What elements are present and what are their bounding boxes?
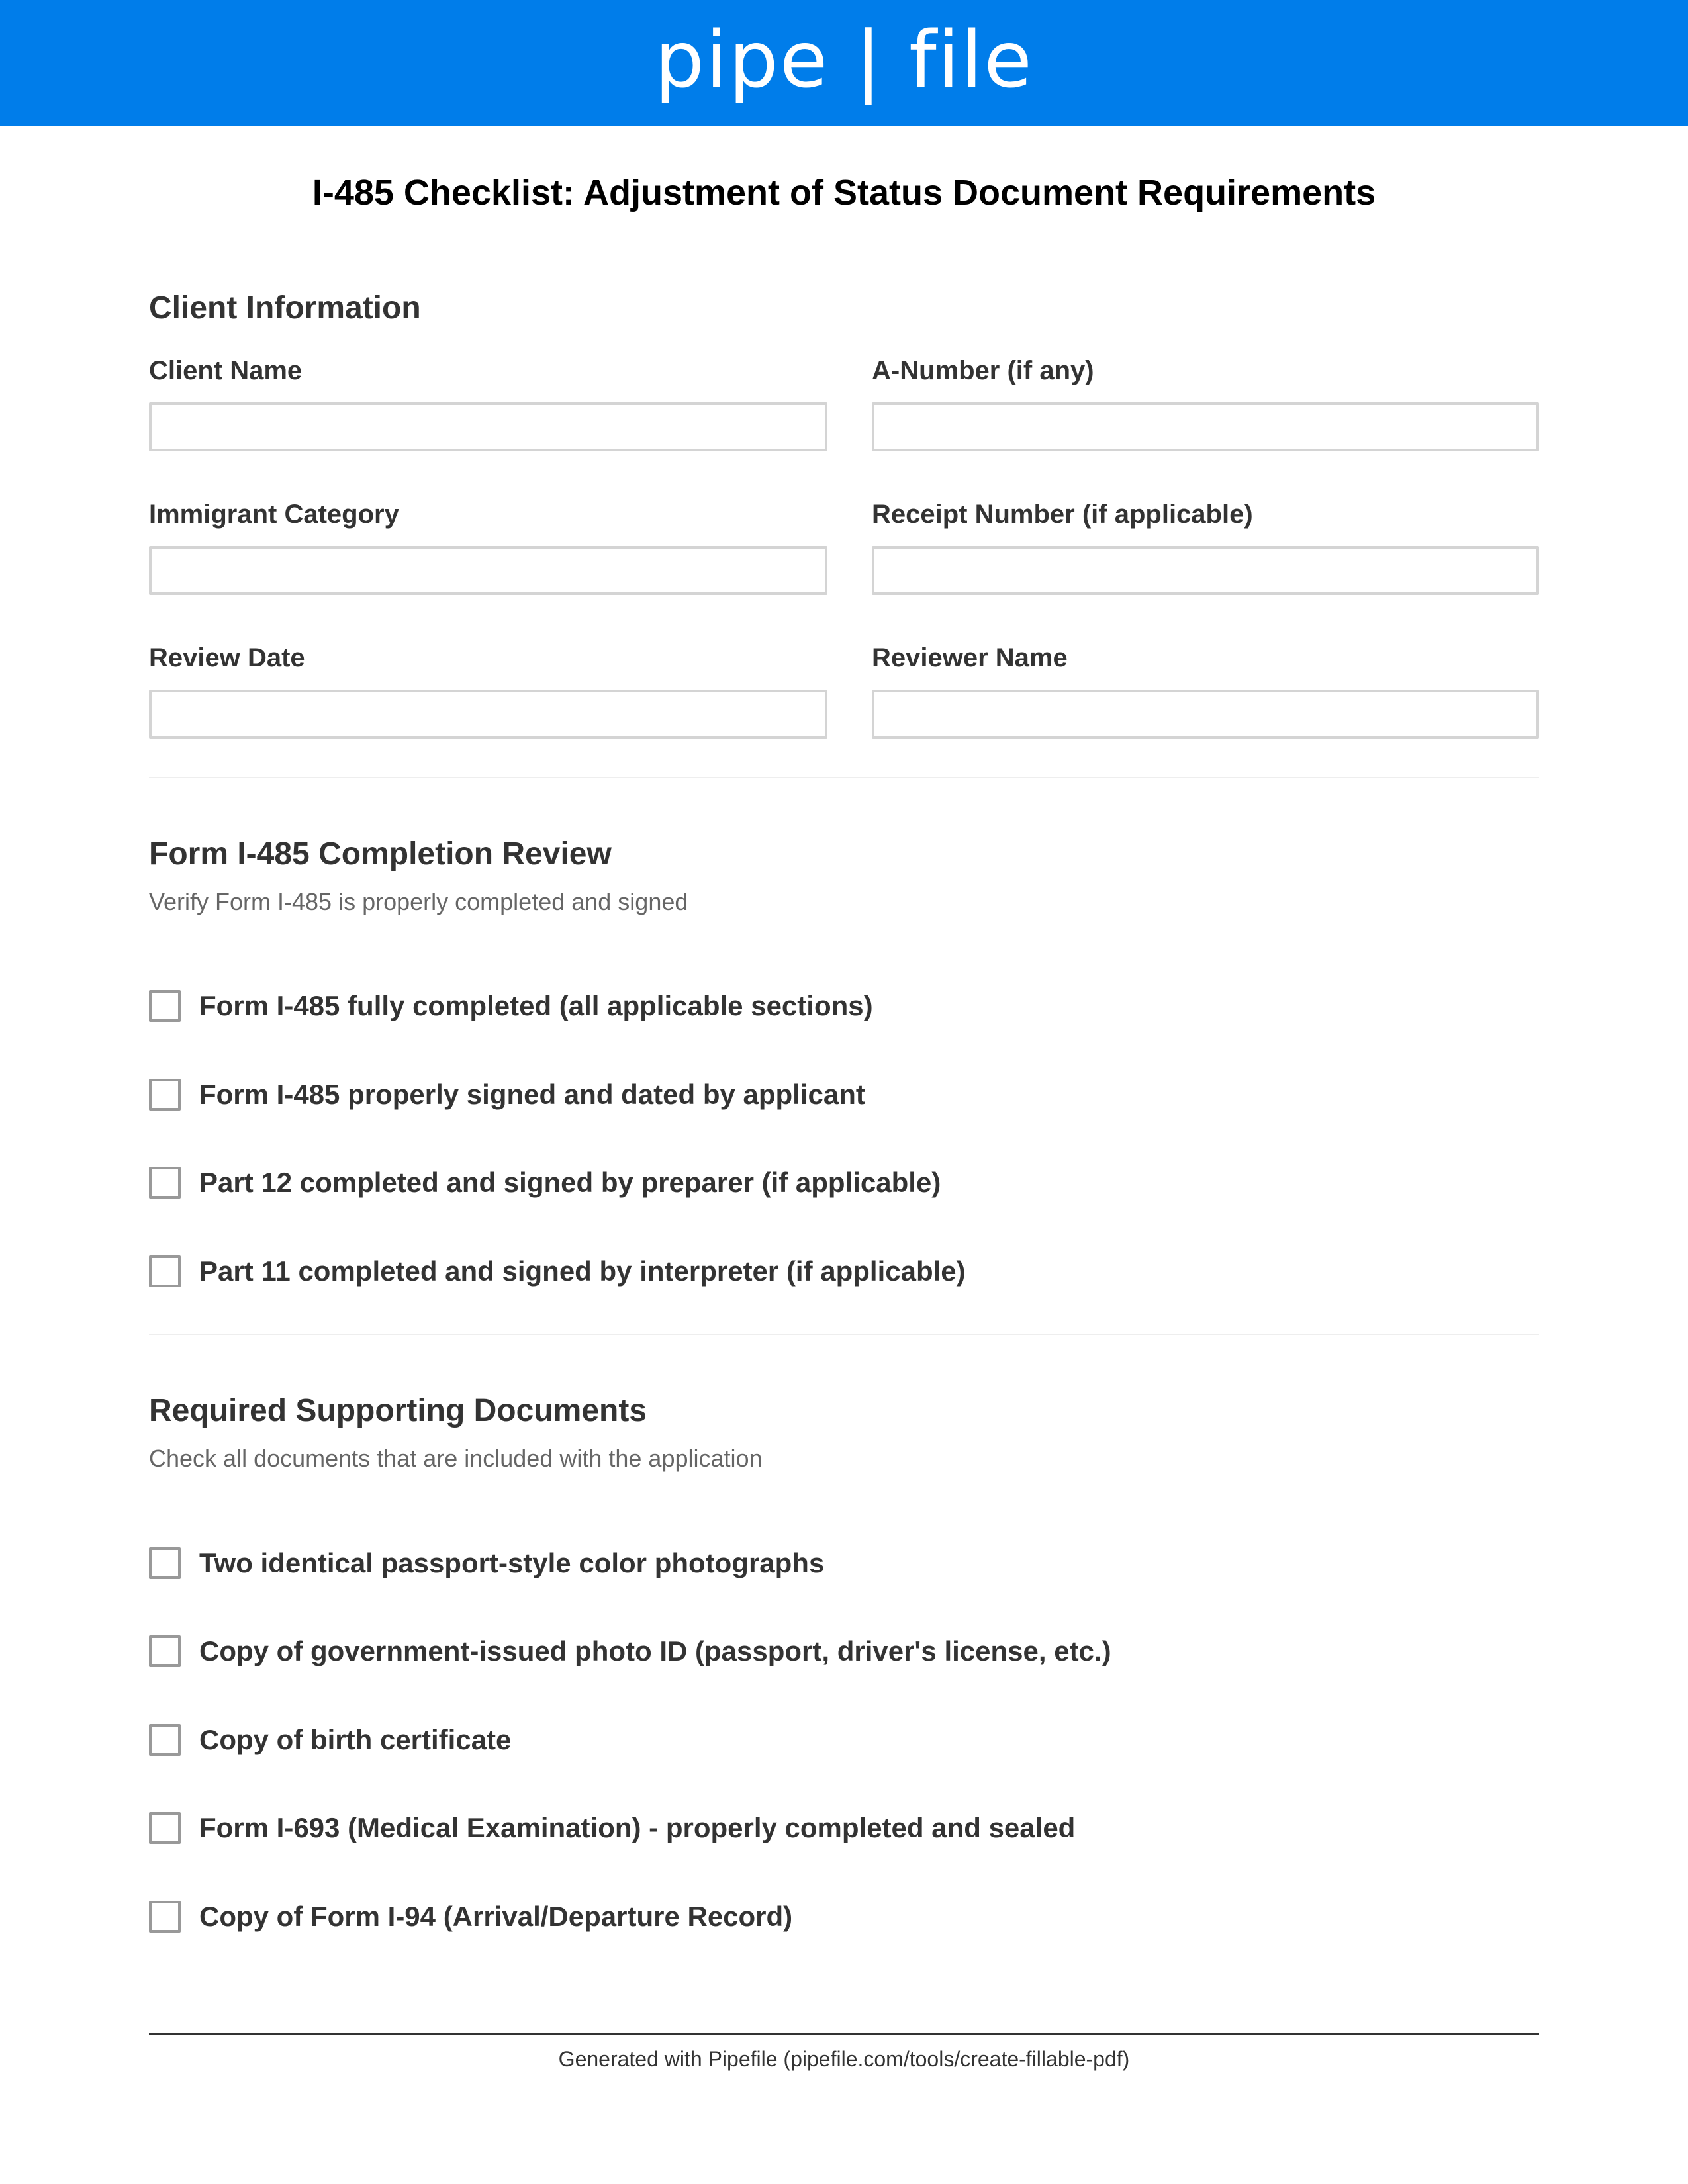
supporting-documents-subtitle: Check all documents that are included with the application [149, 1445, 763, 1472]
checkbox[interactable] [149, 1167, 181, 1199]
section-divider [149, 1334, 1539, 1335]
receipt-number-field[interactable] [872, 546, 1539, 595]
reviewer-name-field[interactable] [872, 690, 1539, 739]
checklist-item-label: Copy of birth certificate [199, 1724, 512, 1755]
client-information-heading: Client Information [149, 291, 421, 326]
reviewer-name-label: Reviewer Name [872, 643, 1068, 672]
checklist-item[interactable] [149, 1543, 1539, 1583]
checkbox[interactable] [149, 1812, 181, 1844]
checklist-item[interactable] [149, 1720, 1539, 1760]
checklist-item[interactable] [149, 1808, 1539, 1848]
a-number-field[interactable] [872, 402, 1539, 451]
checklist-item-label: Copy of government-issued photo ID (passport, driver's license, etc.) [199, 1635, 1111, 1666]
section-divider [149, 777, 1539, 778]
completion-review-subtitle: Verify Form I-485 is properly completed and signed [149, 888, 688, 915]
checkbox[interactable] [149, 1635, 181, 1667]
checkbox[interactable] [149, 990, 181, 1022]
checkbox[interactable] [149, 1901, 181, 1933]
immigrant-category-label: Immigrant Category [149, 500, 399, 529]
checklist-item[interactable] [149, 1251, 1539, 1291]
supporting-documents-heading: Required Supporting Documents [149, 1393, 647, 1428]
review-date-field[interactable] [149, 690, 827, 739]
document-title: I-485 Checklist: Adjustment of Status Document Requirements [312, 173, 1376, 212]
checklist-item-label: Form I-485 fully completed (all applicable sections) [199, 990, 873, 1021]
checkbox[interactable] [149, 1079, 181, 1111]
client-name-field[interactable] [149, 402, 827, 451]
checklist-item[interactable] [149, 986, 1539, 1026]
completion-review-heading: Form I-485 Completion Review [149, 837, 612, 872]
checklist-item-label: Part 12 completed and signed by preparer (if applicable) [199, 1167, 941, 1198]
checklist-item-label: Two identical passport-style color photographs [199, 1547, 825, 1578]
client-name-label: Client Name [149, 356, 303, 385]
review-date-label: Review Date [149, 643, 305, 672]
checklist-item[interactable] [149, 1631, 1539, 1671]
checklist-item-label: Part 11 completed and signed by interpreter (if applicable) [199, 1255, 966, 1287]
pipefile-logo: pipe | file [655, 14, 1033, 105]
checkbox[interactable] [149, 1255, 181, 1287]
footer-text: Generated with Pipefile (pipefile.com/tools/create-fillable-pdf) [558, 2047, 1130, 2071]
checklist-item[interactable] [149, 1075, 1539, 1115]
checkbox[interactable] [149, 1724, 181, 1756]
checklist-item-label: Form I-693 (Medical Examination) - properly completed and sealed [199, 1812, 1076, 1843]
checklist-item[interactable] [149, 1897, 1539, 1936]
footer-rule [149, 2033, 1539, 2035]
checklist-item-label: Copy of Form I-94 (Arrival/Departure Record) [199, 1901, 793, 1932]
checkbox[interactable] [149, 1547, 181, 1579]
checklist-item-label: Form I-485 properly signed and dated by applicant [199, 1079, 865, 1110]
receipt-number-label: Receipt Number (if applicable) [872, 500, 1253, 529]
a-number-label: A-Number (if any) [872, 356, 1094, 385]
checklist-item[interactable] [149, 1163, 1539, 1203]
immigrant-category-field[interactable] [149, 546, 827, 595]
